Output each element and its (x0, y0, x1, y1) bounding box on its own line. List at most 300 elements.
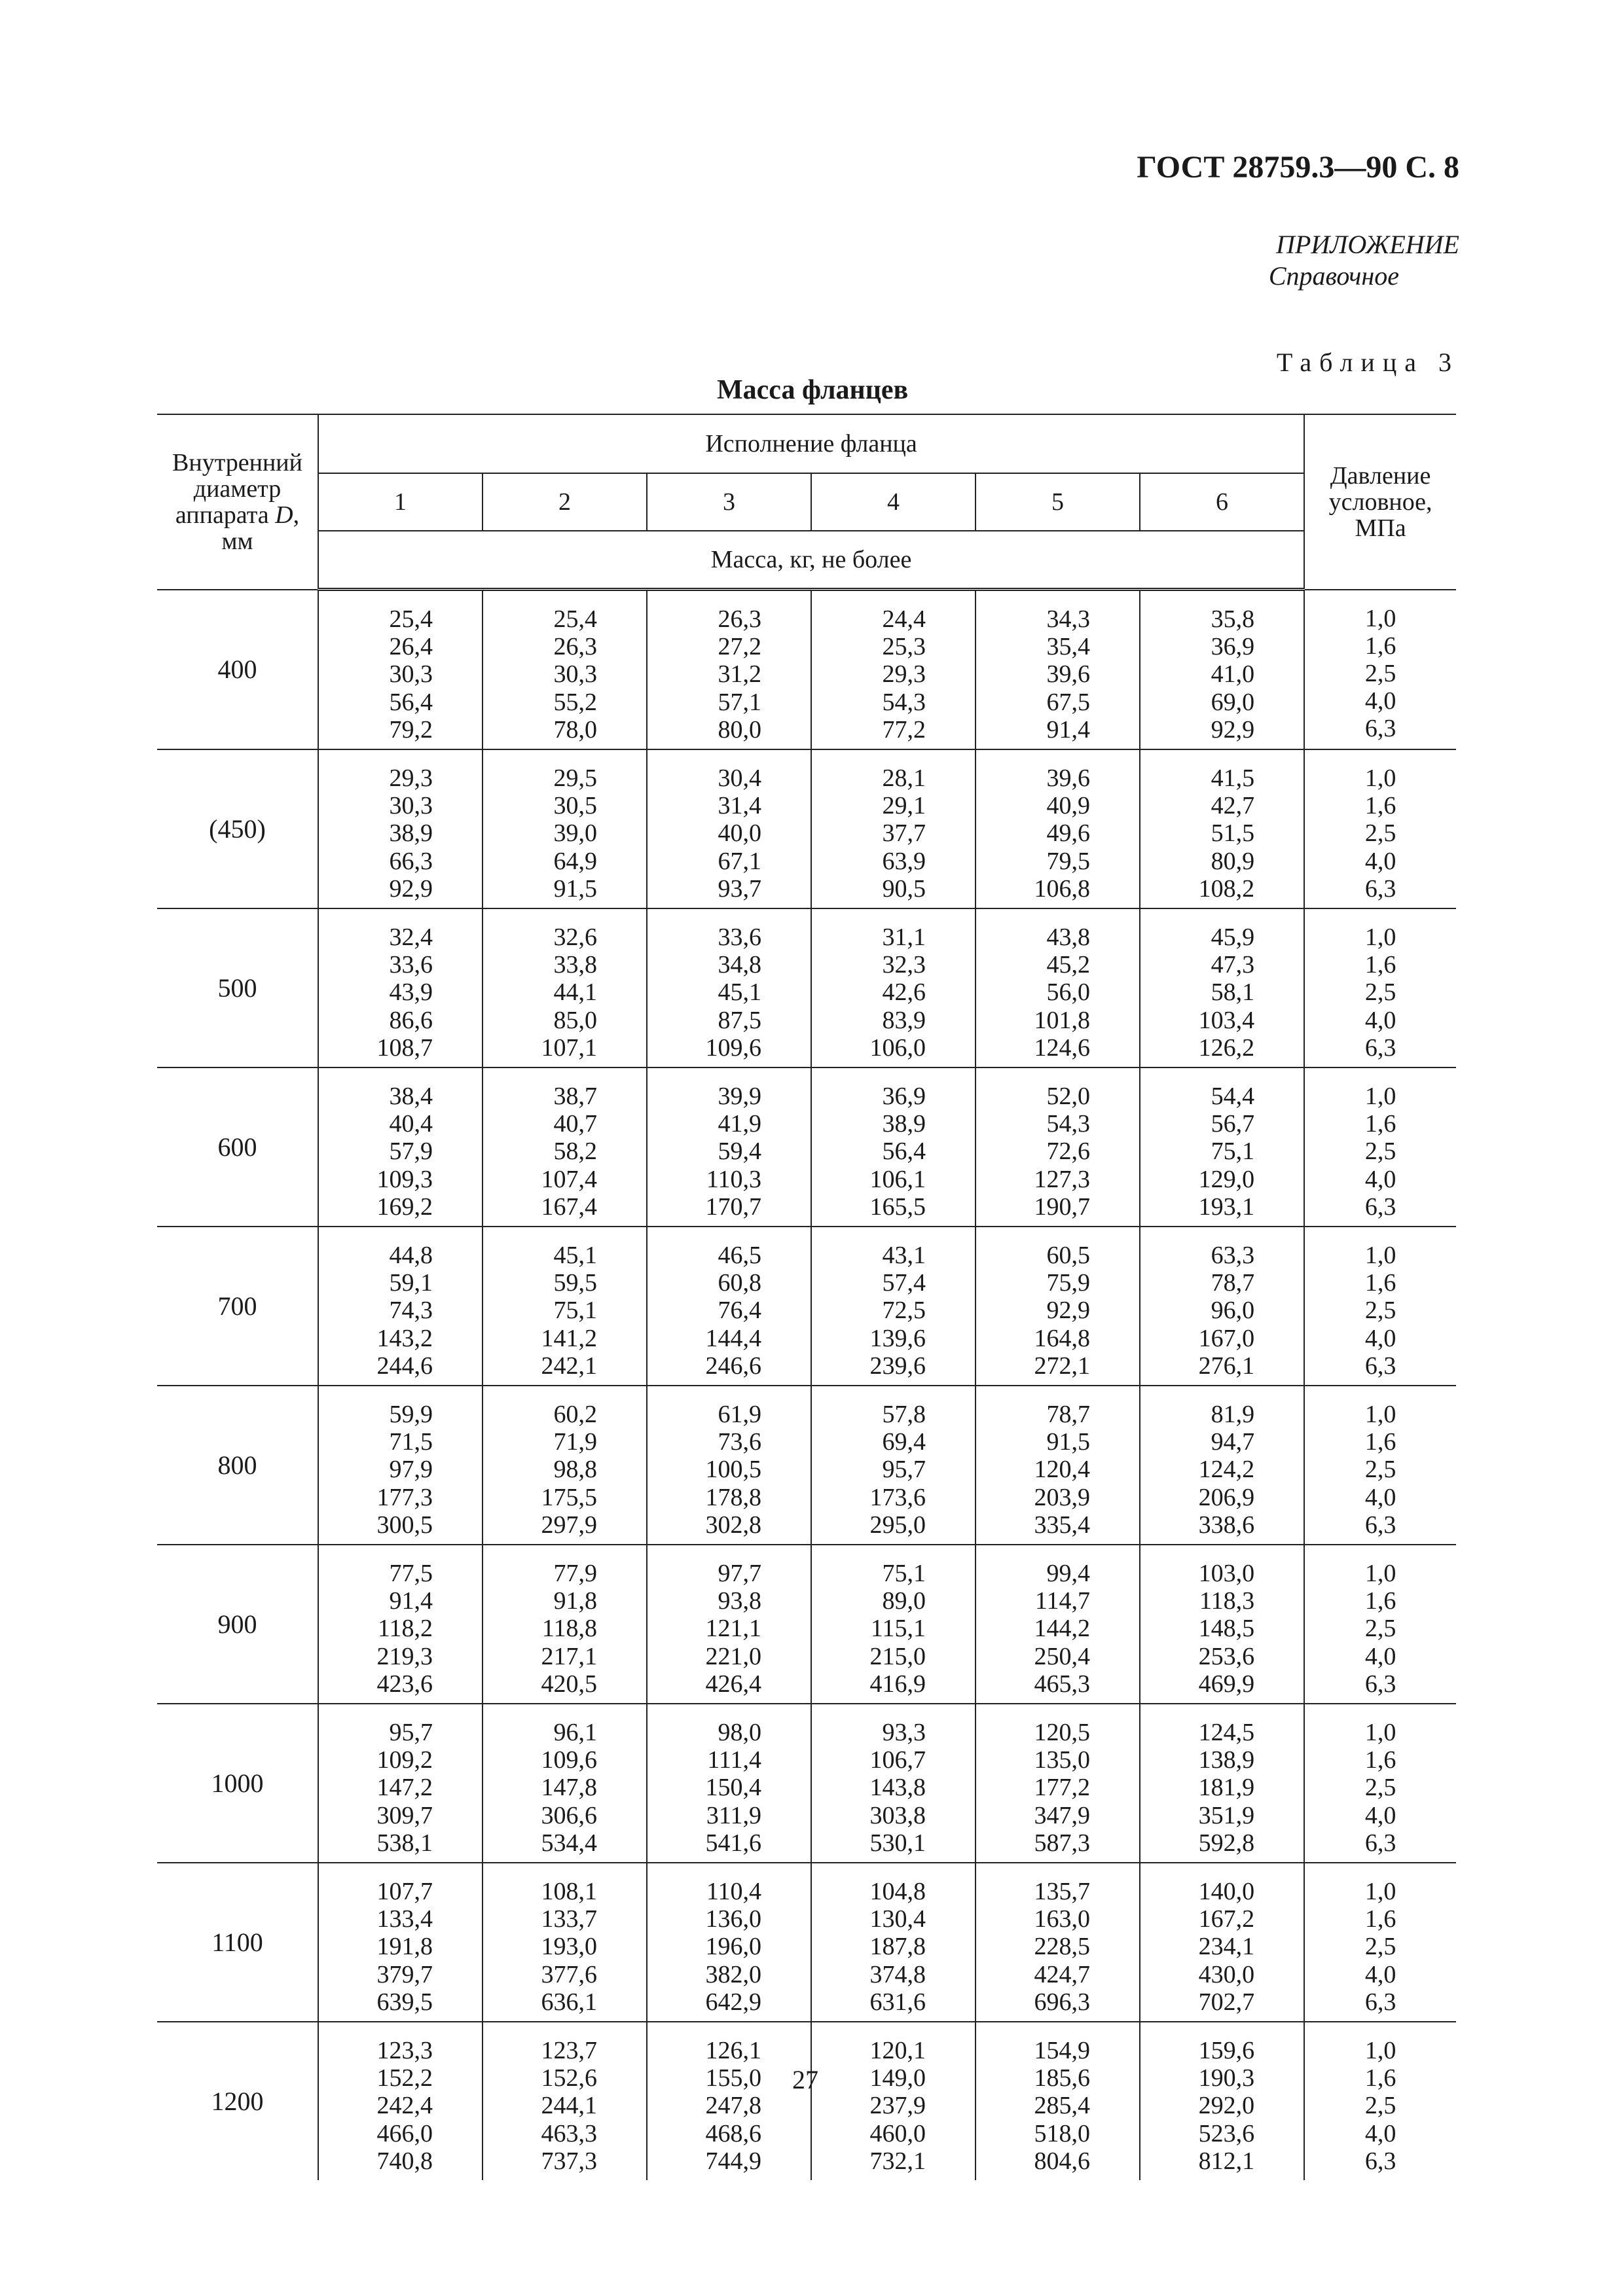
mass-value: 335,4 (1034, 1511, 1090, 1539)
mass-value: 538,1 (376, 1829, 433, 1857)
mass-value: 110,4 (706, 1878, 761, 1905)
pressure-cell (1304, 1386, 1456, 1545)
diameter-header-comma: , (293, 501, 300, 529)
mass-cell (1140, 2022, 1304, 2180)
mass-value: 40,9 (1046, 792, 1090, 820)
diameter-cell: 800 (157, 1386, 318, 1545)
mass-value: 61,9 (718, 1401, 761, 1428)
mass-value: 97,7 (718, 1560, 761, 1587)
mass-cell (1140, 1227, 1304, 1386)
mass-value: 190,7 (1034, 1193, 1090, 1221)
mass-unit-header: Масса, кг, не более (318, 531, 1304, 590)
mass-value: 32,6 (553, 924, 597, 951)
mass-value: 206,9 (1198, 1483, 1255, 1511)
mass-value: 123,7 (541, 2037, 597, 2064)
mass-value: 242,1 (541, 1352, 597, 1380)
diameter-cell: 900 (157, 1545, 318, 1704)
diameter-symbol: D (275, 501, 293, 529)
page-number: 27 (792, 2065, 818, 2094)
mass-value: 41,0 (1211, 660, 1255, 689)
mass-cell (647, 1386, 811, 1545)
mass-value: 106,8 (1034, 874, 1090, 903)
mass-value: 143,8 (869, 1774, 926, 1802)
mass-cell (483, 908, 647, 1067)
mass-value: 311,9 (706, 1801, 761, 1829)
mass-value: 57,4 (882, 1269, 926, 1297)
mass-value: 111,4 (707, 1746, 761, 1774)
pressure-value: 2,5 (1364, 819, 1396, 848)
pressure-value: 1,0 (1364, 1083, 1396, 1110)
mass-cell (976, 908, 1140, 1067)
mass-value: 136,0 (705, 1905, 761, 1933)
mass-value: 124,5 (1198, 1719, 1255, 1746)
pressure-value: 6,3 (1364, 715, 1396, 743)
mass-cell (647, 2022, 811, 2180)
mass-value: 148,5 (1198, 1615, 1255, 1643)
mass-value: 59,4 (718, 1138, 761, 1166)
mass-value: 27,2 (718, 633, 761, 661)
mass-value: 152,2 (376, 2064, 433, 2092)
mass-value: 175,5 (541, 1483, 597, 1511)
mass-value: 144,4 (705, 1324, 761, 1352)
mass-value: 34,3 (1046, 605, 1090, 633)
pressure-value: 1,0 (1364, 604, 1396, 632)
mass-value: 592,8 (1198, 1829, 1255, 1857)
mass-value: 63,9 (882, 847, 926, 875)
mass-value: 30,3 (389, 792, 433, 820)
table-row (157, 1067, 1456, 1227)
mass-value: 83,9 (882, 1006, 926, 1034)
mass-value: 534,4 (541, 1829, 597, 1857)
mass-value: 244,1 (541, 2092, 597, 2120)
pressure-value: 1,0 (1364, 1401, 1396, 1428)
mass-cell (318, 1067, 483, 1227)
mass-value: 24,4 (882, 605, 926, 633)
mass-value: 338,6 (1198, 1511, 1255, 1539)
mass-value: 54,4 (1211, 1083, 1255, 1110)
mass-value: 523,6 (1198, 2119, 1255, 2147)
pressure-value: 6,3 (1364, 1511, 1396, 1539)
mass-cell (811, 1704, 976, 1863)
mass-value: 237,9 (869, 2092, 926, 2120)
mass-value: 77,5 (389, 1560, 433, 1587)
mass-value: 40,7 (553, 1110, 597, 1138)
mass-value: 228,5 (1034, 1933, 1090, 1961)
mass-value: 203,9 (1034, 1483, 1090, 1511)
mass-cell (647, 1067, 811, 1227)
mass-value: 39,6 (1046, 764, 1090, 792)
appendix-title: ПРИЛОЖЕНИЕ (1276, 230, 1459, 259)
pressure-value: 6,3 (1364, 1988, 1396, 2016)
mass-value: 639,5 (376, 1988, 433, 2016)
mass-cell (976, 590, 1140, 750)
mass-value: 43,8 (1046, 924, 1090, 951)
mass-value: 46,5 (718, 1242, 761, 1269)
mass-cell (318, 1227, 483, 1386)
mass-value: 67,5 (1046, 688, 1090, 716)
mass-cell (976, 749, 1140, 908)
pressure-header-line: условное, (1328, 488, 1432, 516)
mass-value: 253,6 (1198, 1642, 1255, 1670)
mass-value: 42,7 (1211, 792, 1255, 820)
mass-cell (1140, 1386, 1304, 1545)
mass-value: 26,3 (553, 633, 597, 661)
execution-number-6: 6 (1140, 473, 1304, 531)
mass-value: 696,3 (1034, 1988, 1090, 2016)
mass-value: 40,4 (389, 1110, 433, 1138)
diameter-cell: 1100 (157, 1863, 318, 2022)
mass-value: 469,9 (1198, 1670, 1255, 1698)
mass-value: 247,8 (705, 2092, 761, 2120)
diameter-cell: 700 (157, 1227, 318, 1386)
mass-value: 118,3 (1199, 1587, 1255, 1615)
mass-value: 351,9 (1198, 1801, 1255, 1829)
pressure-cell (1304, 1863, 1456, 2022)
mass-value: 78,7 (1046, 1401, 1090, 1428)
pressure-value: 4,0 (1364, 847, 1396, 875)
mass-value: 193,0 (541, 1933, 597, 1961)
pressure-value: 6,3 (1364, 1352, 1396, 1380)
mass-value: 36,9 (882, 1083, 926, 1110)
mass-value: 77,2 (882, 715, 926, 744)
pressure-value: 1,6 (1364, 1110, 1396, 1138)
mass-value: 37,7 (882, 819, 926, 848)
mass-value: 309,7 (376, 1801, 433, 1829)
mass-value: 78,7 (1211, 1269, 1255, 1297)
mass-value: 60,2 (553, 1401, 597, 1428)
mass-cell (976, 1545, 1140, 1704)
mass-value: 221,0 (705, 1642, 761, 1670)
mass-value: 96,0 (1211, 1297, 1255, 1325)
table-row (157, 590, 1456, 750)
pressure-value: 2,5 (1364, 1933, 1396, 1961)
mass-value: 77,9 (553, 1560, 597, 1587)
table-row (157, 1545, 1456, 1704)
pressure-value: 1,0 (1364, 1878, 1396, 1905)
mass-value: 177,2 (1034, 1774, 1090, 1802)
mass-value: 420,5 (541, 1670, 597, 1698)
mass-value: 292,0 (1198, 2092, 1255, 2120)
execution-header: Исполнение фланца (318, 414, 1304, 473)
mass-cell (318, 590, 483, 750)
pressure-cell (1304, 908, 1456, 1067)
mass-value: 107,4 (541, 1165, 597, 1193)
mass-value: 190,3 (1198, 2064, 1255, 2092)
mass-value: 45,2 (1046, 951, 1090, 979)
mass-value: 152,6 (541, 2064, 597, 2092)
mass-value: 732,1 (869, 2147, 926, 2175)
mass-cell (1140, 1863, 1304, 2022)
mass-value: 80,0 (718, 715, 761, 744)
mass-cell (318, 1704, 483, 1863)
pressure-cell (1304, 590, 1456, 750)
mass-value: 67,1 (718, 847, 761, 875)
pressure-value: 1,0 (1364, 1560, 1396, 1587)
mass-cell (811, 1863, 976, 2022)
mass-value: 69,4 (882, 1428, 926, 1456)
mass-value: 272,1 (1034, 1352, 1090, 1380)
table-title: Масса фланцев (717, 375, 909, 405)
mass-value: 79,5 (1046, 847, 1090, 875)
mass-value: 423,6 (376, 1670, 433, 1698)
mass-value: 587,3 (1034, 1829, 1090, 1857)
mass-value: 89,0 (882, 1587, 926, 1615)
mass-value: 143,2 (376, 1324, 433, 1352)
mass-value: 57,1 (718, 688, 761, 716)
execution-number-2: 2 (483, 473, 647, 531)
mass-value: 104,8 (869, 1878, 926, 1905)
mass-value: 60,5 (1046, 1242, 1090, 1269)
mass-value: 130,4 (869, 1905, 926, 1933)
mass-cell (483, 590, 647, 750)
mass-value: 109,3 (376, 1165, 433, 1193)
pressure-cell (1304, 749, 1456, 908)
execution-number-1: 1 (318, 473, 483, 531)
mass-value: 54,3 (882, 688, 926, 716)
mass-value: 30,3 (389, 660, 433, 689)
mass-value: 642,9 (705, 1988, 761, 2016)
mass-value: 101,8 (1034, 1006, 1090, 1034)
mass-value: 45,1 (718, 978, 761, 1007)
pressure-value: 4,0 (1364, 687, 1396, 715)
mass-value: 57,9 (389, 1138, 433, 1166)
table-row (157, 1863, 1456, 2022)
mass-cell (647, 908, 811, 1067)
mass-value: 56,4 (389, 688, 433, 716)
mass-value: 108,2 (1198, 874, 1255, 903)
mass-value: 118,2 (377, 1615, 433, 1643)
mass-value: 250,4 (1034, 1642, 1090, 1670)
mass-value: 31,2 (718, 660, 761, 689)
pressure-header (1304, 414, 1456, 590)
mass-value: 740,8 (376, 2147, 433, 2175)
diameter-cell: 1200 (157, 2022, 318, 2180)
mass-cell (976, 1704, 1140, 1863)
mass-value: 28,1 (882, 764, 926, 792)
mass-value: 144,2 (1034, 1615, 1090, 1643)
mass-value: 285,4 (1034, 2092, 1090, 2120)
mass-value: 55,2 (553, 688, 597, 716)
mass-value: 297,9 (541, 1511, 597, 1539)
pressure-value: 2,5 (1364, 1138, 1396, 1166)
pressure-value: 4,0 (1364, 1642, 1396, 1670)
pressure-value: 1,6 (1364, 1269, 1396, 1297)
mass-value: 38,9 (882, 1110, 926, 1138)
mass-value: 163,0 (1034, 1905, 1090, 1933)
mass-value: 636,1 (541, 1988, 597, 2016)
pressure-value: 4,0 (1364, 1165, 1396, 1193)
mass-cell (483, 2022, 647, 2180)
mass-value: 744,9 (705, 2147, 761, 2175)
mass-value: 43,9 (389, 978, 433, 1007)
mass-value: 33,8 (553, 951, 597, 979)
mass-value: 110,3 (706, 1165, 761, 1193)
mass-value: 39,0 (553, 819, 597, 848)
mass-value: 92,9 (389, 874, 433, 903)
mass-value: 159,6 (1198, 2037, 1255, 2064)
pressure-value: 2,5 (1364, 2092, 1396, 2120)
table-row (157, 1227, 1456, 1386)
mass-value: 64,9 (553, 847, 597, 875)
mass-cell (318, 1545, 483, 1704)
pressure-cell (1304, 1227, 1456, 1386)
mass-value: 430,0 (1198, 1960, 1255, 1988)
mass-value: 300,5 (376, 1511, 433, 1539)
mass-value: 103,4 (1198, 1006, 1255, 1034)
pressure-value: 6,3 (1364, 2147, 1396, 2175)
mass-value: 72,5 (882, 1297, 926, 1325)
mass-cell (976, 1067, 1140, 1227)
mass-value: 75,1 (553, 1297, 597, 1325)
mass-value: 177,3 (376, 1483, 433, 1511)
mass-value: 51,5 (1211, 819, 1255, 848)
pressure-value: 4,0 (1364, 2119, 1396, 2147)
mass-value: 155,0 (705, 2064, 761, 2092)
mass-value: 26,4 (389, 633, 433, 661)
mass-value: 60,8 (718, 1269, 761, 1297)
pressure-value: 1,0 (1364, 1242, 1396, 1269)
mass-value: 33,6 (389, 951, 433, 979)
mass-value: 191,8 (376, 1933, 433, 1961)
mass-cell (1140, 1067, 1304, 1227)
pressure-value: 6,3 (1364, 1033, 1396, 1062)
mass-value: 31,4 (718, 792, 761, 820)
mass-value: 59,1 (389, 1269, 433, 1297)
mass-value: 32,3 (882, 951, 926, 979)
mass-value: 106,1 (869, 1165, 926, 1193)
mass-value: 25,4 (389, 605, 433, 633)
mass-value: 379,7 (376, 1960, 433, 1988)
mass-value: 30,4 (718, 764, 761, 792)
pressure-cell (1304, 1704, 1456, 1863)
mass-value: 466,0 (376, 2119, 433, 2147)
diameter-header-line (157, 502, 318, 528)
mass-value: 56,4 (882, 1138, 926, 1166)
mass-value: 377,6 (541, 1960, 597, 1988)
mass-value: 81,9 (1211, 1401, 1255, 1428)
pressure-value: 1,6 (1364, 632, 1396, 660)
appendix-block (1269, 229, 1459, 292)
mass-value: 107,7 (376, 1878, 433, 1905)
mass-cell (483, 1386, 647, 1545)
table-row (157, 1704, 1456, 1863)
mass-value: 114,7 (1034, 1587, 1090, 1615)
mass-value: 347,9 (1034, 1801, 1090, 1829)
mass-value: 124,6 (1034, 1033, 1090, 1062)
table-row (157, 908, 1456, 1067)
mass-value: 424,7 (1034, 1960, 1090, 1988)
mass-value: 44,8 (389, 1242, 433, 1269)
mass-value: 416,9 (869, 1670, 926, 1698)
mass-value: 460,0 (869, 2119, 926, 2147)
mass-value: 138,9 (1198, 1746, 1255, 1774)
mass-value: 30,3 (553, 660, 597, 689)
mass-value: 133,7 (541, 1905, 597, 1933)
mass-cell (1140, 1545, 1304, 1704)
mass-value: 217,1 (541, 1642, 597, 1670)
mass-value: 95,7 (882, 1456, 926, 1484)
diameter-header-line: диаметр (193, 475, 282, 503)
appendix-type: Справочное (1268, 261, 1399, 291)
mass-cell (811, 749, 976, 908)
mass-cell (976, 1863, 1140, 2022)
mass-cell (483, 749, 647, 908)
mass-value: 123,3 (376, 2037, 433, 2064)
mass-cell (483, 1227, 647, 1386)
mass-value: 25,3 (882, 633, 926, 661)
pressure-cell (1304, 1067, 1456, 1227)
mass-value: 58,2 (553, 1138, 597, 1166)
diameter-cell: 1000 (157, 1704, 318, 1863)
mass-value: 93,8 (718, 1587, 761, 1615)
mass-cell (483, 1704, 647, 1863)
mass-value: 702,7 (1198, 1988, 1255, 2016)
mass-cell (647, 1545, 811, 1704)
mass-value: 93,3 (882, 1719, 926, 1746)
pressure-header-line: Давление (1330, 461, 1431, 490)
mass-value: 121,1 (705, 1615, 761, 1643)
pressure-cell (1304, 2022, 1456, 2180)
mass-cell (811, 1386, 976, 1545)
mass-value: 59,9 (389, 1401, 433, 1428)
mass-value: 804,6 (1034, 2147, 1090, 2175)
mass-value: 42,6 (882, 978, 926, 1007)
mass-value: 35,4 (1046, 633, 1090, 661)
mass-value: 69,0 (1211, 688, 1255, 716)
mass-value: 59,5 (553, 1269, 597, 1297)
diameter-header (157, 414, 318, 590)
mass-value: 135,0 (1034, 1746, 1090, 1774)
pressure-value: 1,6 (1364, 1428, 1396, 1456)
mass-value: 76,4 (718, 1297, 761, 1325)
execution-number-3: 3 (647, 473, 811, 531)
mass-value: 58,1 (1211, 978, 1255, 1007)
diameter-header-line: мм (221, 527, 253, 555)
pressure-value: 2,5 (1364, 978, 1396, 1007)
mass-value: 193,1 (1198, 1193, 1255, 1221)
pressure-value: 4,0 (1364, 1006, 1396, 1034)
mass-value: 25,4 (553, 605, 597, 633)
mass-value: 108,1 (541, 1878, 597, 1905)
mass-value: 30,5 (553, 792, 597, 820)
pressure-value: 4,0 (1364, 1960, 1396, 1988)
pressure-value: 2,5 (1364, 659, 1396, 687)
pressure-value: 6,3 (1364, 1670, 1396, 1698)
mass-cell (1140, 1704, 1304, 1863)
mass-cell (1140, 749, 1304, 908)
mass-value: 118,8 (541, 1615, 597, 1643)
mass-value: 98,8 (553, 1456, 597, 1484)
pressure-value: 1,6 (1364, 1587, 1396, 1615)
mass-value: 39,9 (718, 1083, 761, 1110)
mass-cell (483, 1067, 647, 1227)
table-row (157, 2022, 1456, 2180)
diameter-header-text: аппарата (175, 501, 276, 529)
pressure-value: 1,0 (1364, 1719, 1396, 1746)
mass-cell (811, 908, 976, 1067)
mass-value: 29,3 (882, 660, 926, 689)
execution-number-4: 4 (811, 473, 976, 531)
pressure-cell (1304, 1545, 1456, 1704)
pressure-value: 4,0 (1364, 1801, 1396, 1829)
mass-value: 75,1 (882, 1560, 926, 1587)
mass-value: 185,6 (1034, 2064, 1090, 2092)
mass-value: 129,0 (1198, 1165, 1255, 1193)
mass-value: 196,0 (705, 1933, 761, 1961)
mass-value: 139,6 (869, 1324, 926, 1352)
mass-value: 154,9 (1034, 2037, 1090, 2064)
mass-cell (1140, 590, 1304, 750)
